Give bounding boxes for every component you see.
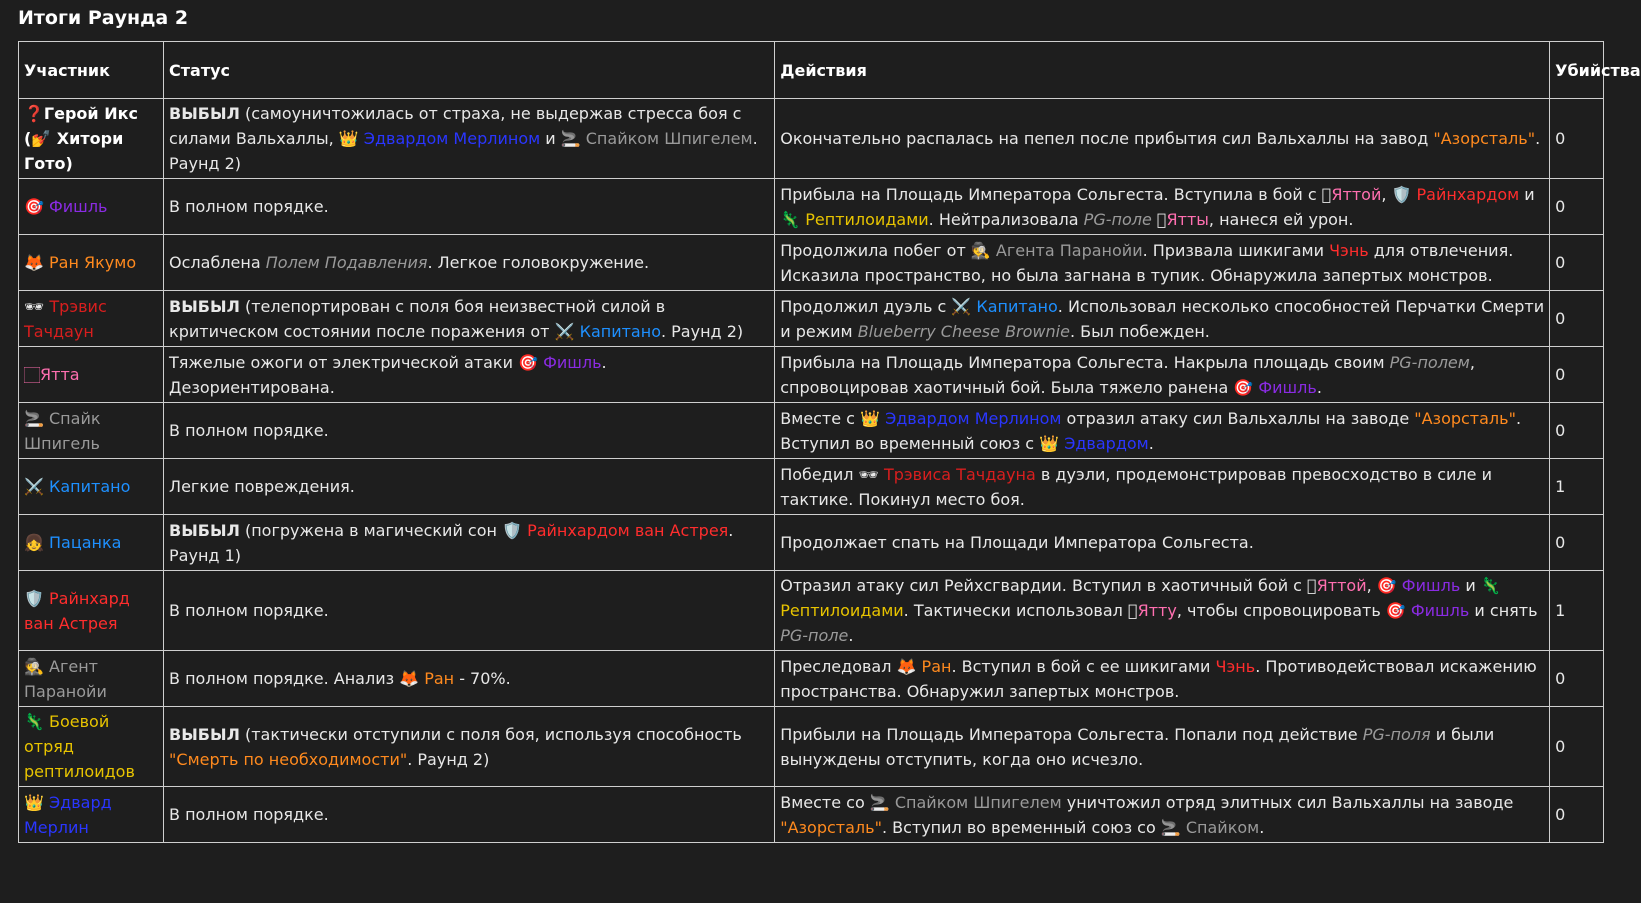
status-cell-segment: ВЫБЫЛ bbox=[169, 724, 240, 744]
actions-cell-segment: 👑 bbox=[860, 408, 880, 428]
participant-cell-segment: ⚔️ bbox=[24, 477, 44, 496]
actions-cell-segment: . bbox=[1535, 129, 1541, 148]
participant-cell bbox=[19, 787, 164, 843]
table-row bbox=[19, 571, 1604, 651]
actions-cell-segment: ⚔️ bbox=[951, 296, 972, 316]
participant-cell-segment: 🕵 Агент Паранойи bbox=[24, 656, 107, 701]
participant-cell bbox=[19, 403, 164, 459]
participant-cell-segment: Трэвис Тачдаун bbox=[24, 296, 107, 341]
participant-cell-segment: Фишль bbox=[43, 197, 108, 216]
actions-cell-segment: PG-поля bbox=[1362, 724, 1431, 744]
status-cell-segment: В полном порядке. bbox=[169, 805, 329, 824]
table-row bbox=[19, 787, 1604, 843]
status-cell-segment: . Дезориентирована. bbox=[169, 352, 607, 397]
status-cell bbox=[164, 291, 775, 347]
actions-cell-segment: 🏻Яттой bbox=[1316, 576, 1367, 595]
status-cell-segment: (погружена в магический сон bbox=[239, 520, 503, 540]
kills-cell: 0 bbox=[1550, 347, 1604, 403]
table-row bbox=[19, 99, 1604, 179]
actions-cell-segment: 🛡️ bbox=[1391, 184, 1412, 204]
actions-cell-segment: Продолжила побег от bbox=[780, 240, 971, 260]
kills-cell: 0 bbox=[1550, 651, 1604, 707]
actions-cell-segment: Капитано bbox=[971, 296, 1058, 316]
participant-cell-segment: Ран Якумо bbox=[43, 253, 137, 272]
status-cell bbox=[164, 787, 775, 843]
participant-cell-segment: Эдвард Мерлин bbox=[24, 792, 112, 837]
actions-cell-segment: , нанеся ей урон. bbox=[1208, 209, 1354, 229]
participant-cell-segment: 🚬 Спайк Шпигель bbox=[24, 408, 101, 453]
status-cell-segment: Райнхардом ван Астрея bbox=[521, 520, 729, 540]
actions-cell-segment: , спровоцировав хаотичный бой. Была тяжело ранена bbox=[780, 352, 1475, 397]
actions-cell-segment: Прибыли на Площадь Императора Сольгеста. Попали под действие bbox=[780, 724, 1363, 744]
actions-cell-segment: , bbox=[1366, 576, 1377, 595]
actions-cell-segment: Вместе со bbox=[780, 792, 870, 812]
participant-cell-segment: Герой Икс (💅 Хитори Гото) bbox=[24, 104, 138, 173]
status-cell-segment: . Раунд 2) bbox=[407, 749, 490, 769]
status-cell bbox=[164, 651, 775, 707]
table-row bbox=[19, 347, 1604, 403]
status-cell bbox=[164, 571, 775, 651]
kills-cell: 0 bbox=[1550, 291, 1604, 347]
actions-cell-segment: Вместе с bbox=[780, 408, 861, 428]
status-cell-segment: В полном порядке. bbox=[169, 421, 329, 440]
actions-cell-segment: уничтожил отряд элитных сил Вальхаллы на заводе bbox=[1061, 792, 1514, 812]
status-cell-segment: Полем Подавления bbox=[265, 253, 428, 272]
kills-cell: 0 bbox=[1550, 179, 1604, 235]
actions-cell bbox=[775, 651, 1550, 707]
status-cell-segment: "Смерть по необходимости" bbox=[169, 749, 408, 769]
status-cell-segment: Легкие повреждения. bbox=[169, 477, 355, 496]
actions-cell bbox=[775, 571, 1550, 651]
status-cell-segment: Тяжелые ожоги от электрической атаки bbox=[169, 352, 519, 372]
participant-cell bbox=[19, 651, 164, 707]
actions-cell-segment: 🏻Яттой bbox=[1331, 184, 1382, 204]
actions-cell-segment: Эдвардом Мерлином bbox=[879, 408, 1062, 428]
actions-cell bbox=[775, 291, 1550, 347]
participant-cell bbox=[19, 571, 164, 651]
actions-cell bbox=[775, 403, 1550, 459]
actions-cell-segment: 👑 bbox=[1039, 433, 1060, 453]
actions-cell-segment: . Вступил во временный союз со bbox=[881, 817, 1161, 837]
status-cell-segment: - 70%. bbox=[454, 669, 511, 688]
header-status: Статус bbox=[164, 42, 775, 99]
actions-cell-segment: Отразил атаку сил Рейхсгвардии. Вступил в хаотичный бой с bbox=[780, 576, 1317, 595]
participant-cell-segment: 🦎 bbox=[24, 712, 44, 731]
status-cell bbox=[164, 515, 775, 571]
status-cell-segment: ⚔️ bbox=[554, 321, 575, 341]
actions-cell-segment: 🚬 Спайком Шпигелем bbox=[869, 792, 1062, 812]
actions-cell-segment: Прибыла на Площадь Императора Сольгеста. Накрыла площадь своим bbox=[780, 352, 1390, 372]
actions-cell-segment: . Вступил в бой с ее шикигами bbox=[951, 656, 1216, 676]
actions-cell-segment: Фишль bbox=[1405, 601, 1470, 620]
kills-cell: 1 bbox=[1550, 459, 1604, 515]
actions-cell-segment: Райнхардом bbox=[1411, 184, 1520, 204]
participant-cell-segment: 🛡️ bbox=[24, 588, 44, 608]
kills-cell: 0 bbox=[1550, 235, 1604, 291]
actions-cell-segment: 🦊 bbox=[896, 656, 917, 676]
actions-cell-segment: Фишль bbox=[1396, 576, 1461, 595]
actions-cell-segment: Преследовал bbox=[780, 656, 897, 676]
actions-cell bbox=[775, 179, 1550, 235]
participant-cell-segment: 🎯 bbox=[24, 197, 44, 216]
participant-cell-segment: 👑 bbox=[24, 792, 44, 812]
participant-cell-segment: 👧 bbox=[24, 533, 44, 552]
actions-cell-segment: . bbox=[848, 626, 854, 645]
actions-cell-segment: Продолжает спать на Площади Императора Сольгеста. bbox=[780, 533, 1254, 552]
status-cell bbox=[164, 179, 775, 235]
status-cell-segment: . Легкое головокружение. bbox=[427, 253, 650, 272]
participant-cell-segment: Райнхард ван Астрея bbox=[24, 588, 130, 633]
actions-cell-segment: . Тактически использовал bbox=[903, 601, 1138, 620]
kills-cell: 0 bbox=[1550, 787, 1604, 843]
status-cell bbox=[164, 99, 775, 179]
actions-cell-segment: Рептилоидами bbox=[780, 601, 904, 620]
participant-cell-segment: 🏻Ятта bbox=[24, 365, 80, 384]
table-row bbox=[19, 291, 1604, 347]
actions-cell-segment: 🚬 Спайком bbox=[1160, 817, 1260, 837]
status-cell-segment: 👑 bbox=[338, 129, 359, 148]
actions-cell-segment: "Азорсталь" bbox=[1414, 408, 1516, 428]
participant-cell bbox=[19, 515, 164, 571]
status-cell-segment: и bbox=[540, 129, 561, 148]
actions-cell-segment: . bbox=[1148, 433, 1154, 453]
actions-cell-segment: , bbox=[1381, 184, 1392, 204]
actions-cell-segment: 🦎 bbox=[780, 209, 801, 229]
status-cell-segment: (самоуничтожилась от страха, не выдержав стресса боя с силами Вальхаллы, bbox=[169, 104, 742, 148]
status-cell bbox=[164, 403, 775, 459]
participant-cell bbox=[19, 347, 164, 403]
actions-cell-segment: . Использовал несколько способностей Перчатки Смерти и режим bbox=[780, 296, 1545, 341]
header-actions: Действия bbox=[775, 42, 1550, 99]
actions-cell bbox=[775, 707, 1550, 787]
actions-cell-segment: 🎯 bbox=[1376, 576, 1397, 595]
status-cell-segment: В полном порядке. bbox=[169, 601, 329, 620]
table-row bbox=[19, 651, 1604, 707]
table-row bbox=[19, 707, 1604, 787]
actions-cell-segment: . Нейтрализовала bbox=[928, 209, 1084, 229]
actions-cell-segment: 🎯 bbox=[1233, 377, 1254, 397]
status-cell-segment: (тактически отступили с поля боя, используя способность bbox=[239, 724, 742, 744]
status-cell bbox=[164, 707, 775, 787]
participant-cell-segment: 🦊 bbox=[24, 253, 44, 272]
status-cell-segment: 🦊 bbox=[399, 669, 420, 688]
status-cell-segment: 🎯 bbox=[518, 352, 538, 372]
status-cell-segment: Капитано bbox=[574, 321, 661, 341]
actions-cell-segment: . Призвала шикигами bbox=[1142, 240, 1330, 260]
actions-cell-segment: . bbox=[1259, 817, 1265, 837]
participant-cell bbox=[19, 99, 164, 179]
status-cell-segment: . Раунд 2) bbox=[169, 129, 758, 173]
actions-cell bbox=[775, 459, 1550, 515]
kills-cell: 0 bbox=[1550, 707, 1604, 787]
table-row bbox=[19, 515, 1604, 571]
participant-cell-segment: ❓ bbox=[24, 104, 44, 123]
table-body bbox=[19, 99, 1604, 843]
actions-cell-segment: и bbox=[1460, 576, 1481, 595]
actions-cell-segment: 🦎 bbox=[1480, 576, 1501, 595]
header-kills: Убийства bbox=[1550, 42, 1604, 99]
actions-cell bbox=[775, 347, 1550, 403]
actions-cell-segment: Рептилоидами bbox=[800, 209, 929, 229]
actions-cell bbox=[775, 787, 1550, 843]
participant-cell bbox=[19, 459, 164, 515]
actions-cell bbox=[775, 99, 1550, 179]
status-cell-segment: . Раунд 1) bbox=[169, 520, 734, 565]
actions-cell-segment: 🏻Ятты bbox=[1166, 209, 1209, 229]
kills-cell: 0 bbox=[1550, 99, 1604, 179]
actions-cell-segment: Эдвардом bbox=[1059, 433, 1149, 453]
kills-cell: 1 bbox=[1550, 571, 1604, 651]
actions-cell bbox=[775, 235, 1550, 291]
actions-cell-segment: "Азорсталь" bbox=[1433, 129, 1536, 148]
actions-cell-segment bbox=[1152, 210, 1167, 229]
table-row bbox=[19, 179, 1604, 235]
actions-cell-segment: . Противодействовал искажению пространства. Обнаружил запертых монстров. bbox=[780, 656, 1537, 701]
actions-cell-segment: PG-поле bbox=[780, 626, 849, 645]
actions-cell-segment: и были вынуждены отступить, когда оно исчезло. bbox=[780, 724, 1495, 769]
status-cell-segment: Эдвардом Мерлином bbox=[358, 129, 541, 148]
actions-cell-segment: 🕶 bbox=[858, 464, 879, 484]
table-row bbox=[19, 403, 1604, 459]
table-row bbox=[19, 235, 1604, 291]
actions-cell-segment: . Вступил во временный союз с bbox=[780, 408, 1522, 453]
actions-cell-segment: , чтобы спровоцировать bbox=[1176, 601, 1386, 620]
status-cell-segment: 🚬 Спайком Шпигелем bbox=[560, 129, 753, 148]
status-cell-segment: (телепортирован с поля боя неизвестной силой в критическом состоянии после поражения от bbox=[169, 296, 666, 341]
actions-cell-segment: 🏻Ятту bbox=[1137, 601, 1177, 620]
status-cell-segment: ВЫБЫЛ bbox=[169, 520, 240, 540]
status-cell bbox=[164, 459, 775, 515]
participant-cell bbox=[19, 235, 164, 291]
actions-cell-segment: Победил bbox=[780, 464, 859, 484]
status-cell bbox=[164, 347, 775, 403]
actions-cell-segment: и bbox=[1519, 184, 1535, 204]
kills-cell: 0 bbox=[1550, 515, 1604, 571]
results-table bbox=[18, 41, 1641, 843]
status-cell-segment: ВЫБЫЛ bbox=[169, 104, 240, 123]
actions-cell-segment: в дуэли, продемонстрировав превосходство в силе и тактике. Покинул место боя. bbox=[780, 464, 1493, 509]
actions-cell-segment: PG-полем bbox=[1389, 352, 1470, 372]
actions-cell-segment: Чэнь bbox=[1215, 656, 1256, 676]
actions-cell-segment: Фишль bbox=[1253, 377, 1317, 397]
participant-cell-segment: Боевой отряд рептилоидов bbox=[24, 712, 135, 781]
participant-cell bbox=[19, 707, 164, 787]
status-cell-segment: В полном порядке. bbox=[169, 197, 329, 216]
actions-cell-segment: PG-поле bbox=[1083, 209, 1152, 229]
status-cell bbox=[164, 235, 775, 291]
status-cell-segment: 🛡️ bbox=[502, 520, 522, 540]
participant-cell-segment: 🕶 bbox=[24, 296, 45, 316]
status-cell-segment: Ран bbox=[419, 669, 455, 688]
actions-cell-segment: Окончательно распалась на пепел после прибытия сил Вальхаллы на завод bbox=[780, 129, 1434, 148]
actions-cell-segment: . bbox=[1316, 377, 1322, 397]
status-cell-segment: Фишль bbox=[537, 352, 602, 372]
participant-cell bbox=[19, 291, 164, 347]
actions-cell-segment: Чэнь bbox=[1329, 240, 1369, 260]
participant-cell-segment: Капитано bbox=[43, 477, 131, 496]
actions-cell-segment: и снять bbox=[1469, 601, 1538, 620]
participant-cell bbox=[19, 179, 164, 235]
actions-cell-segment: "Азорсталь" bbox=[780, 817, 882, 837]
table-header-row bbox=[19, 42, 1604, 99]
page-title: Итоги Раунда 2 bbox=[18, 7, 189, 29]
actions-cell-segment: Продолжил дуэль с bbox=[780, 296, 952, 316]
table-row bbox=[19, 459, 1604, 515]
status-cell-segment: В полном порядке. Анализ bbox=[169, 669, 400, 688]
kills-cell: 0 bbox=[1550, 403, 1604, 459]
actions-cell bbox=[775, 515, 1550, 571]
actions-cell-segment: Трэвиса Тачдауна bbox=[878, 464, 1036, 484]
actions-cell-segment: Blueberry Cheese Brownie bbox=[857, 321, 1070, 341]
actions-cell-segment: . Был побежден. bbox=[1069, 321, 1210, 341]
actions-cell-segment: отразил атаку сил Вальхаллы на заводе bbox=[1061, 408, 1415, 428]
status-cell-segment: ВЫБЫЛ bbox=[169, 296, 240, 316]
participant-cell-segment: Пацанка bbox=[43, 533, 122, 552]
status-cell-segment: . Раунд 2) bbox=[660, 321, 744, 341]
header-participant: Участник bbox=[19, 42, 164, 99]
actions-cell-segment: Ран bbox=[916, 656, 952, 676]
actions-cell-segment: Прибыла на Площадь Императора Сольгеста. Вступила в бой с bbox=[780, 184, 1332, 204]
actions-cell-segment: 🕵 Агента Паранойи bbox=[970, 240, 1143, 260]
status-cell-segment: Ослаблена bbox=[169, 253, 266, 272]
actions-cell-segment: для отвлечения. Исказила пространство, но была загнана в тупик. Обнаружила запертых монстров. bbox=[780, 240, 1514, 285]
actions-cell-segment: 🎯 bbox=[1385, 601, 1406, 620]
